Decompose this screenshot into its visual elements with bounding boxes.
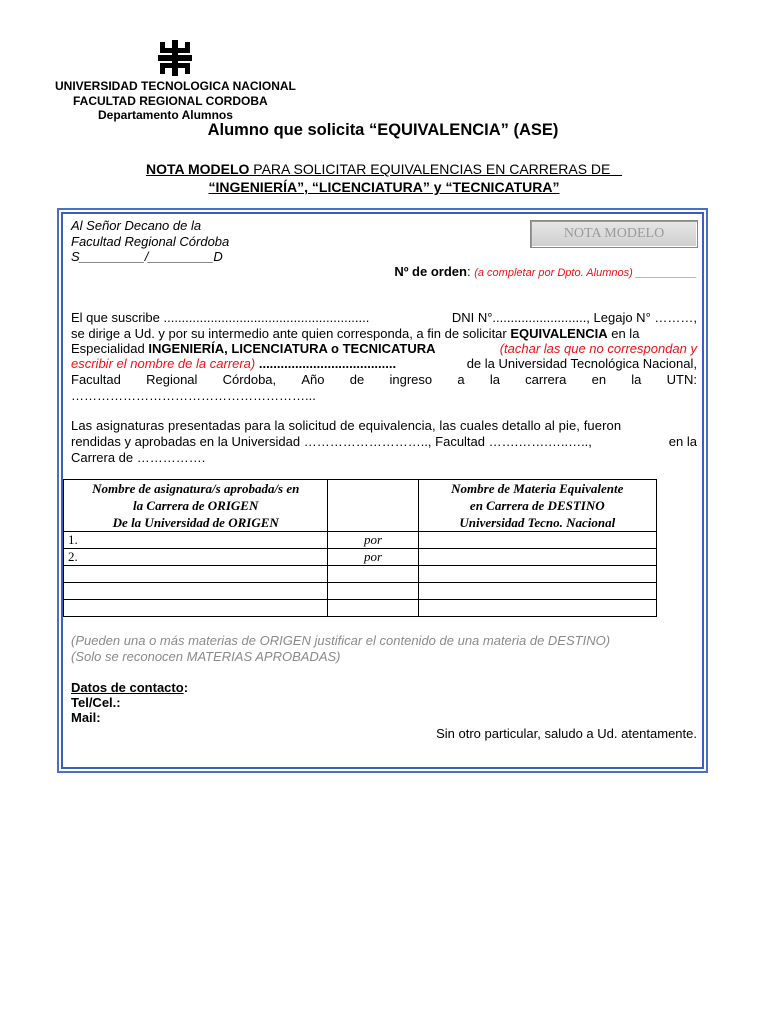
destination-cell[interactable] bbox=[418, 600, 656, 617]
addressee-line-2: Facultad Regional Córdoba bbox=[71, 234, 230, 249]
order-number bbox=[394, 264, 697, 279]
table-header-row bbox=[64, 480, 657, 532]
page-title: Alumno que solicita “EQUIVALENCIA” (ASE) bbox=[207, 121, 559, 139]
p1-word: Córdoba, bbox=[222, 372, 277, 387]
p1-line-3 bbox=[71, 341, 697, 357]
header-origin-line: De la Universidad de ORIGEN bbox=[112, 515, 279, 530]
addressee-line-3: S_________/_________D bbox=[71, 249, 223, 264]
por-cell bbox=[328, 566, 418, 583]
p2-line-1: Las asignaturas presentadas para la solicitud de equivalencia, las cuales detallo al pie, fueron bbox=[71, 418, 622, 433]
header-middle bbox=[328, 480, 418, 532]
p1-word: Regional bbox=[146, 372, 198, 387]
header-origin-line: la Carrera de ORIGEN bbox=[133, 498, 259, 513]
subtitle-line-1 bbox=[0, 161, 768, 177]
p1-word: de bbox=[349, 372, 365, 387]
subtitle-bold: NOTA MODELO bbox=[145, 161, 250, 177]
faculty-name: FACULTAD REGIONAL CORDOBA bbox=[73, 94, 268, 108]
contact-heading-text: Datos de contacto bbox=[71, 680, 184, 695]
header-origin-line: Nombre de asignatura/s aprobada/s en bbox=[92, 481, 300, 496]
p1-line-4-b: ...................................... bbox=[255, 356, 397, 371]
header-destination-line: Nombre de Materia Equivalente bbox=[451, 481, 624, 496]
nota-modelo-stamp: NOTA MODELO bbox=[530, 220, 698, 248]
p1-line-3-c: (tachar las que no correspondan y bbox=[499, 341, 697, 356]
table-row bbox=[64, 600, 657, 617]
p1-line-6: ………………………………………………... bbox=[71, 388, 316, 403]
order-note: (a completar por Dpto. Alumnos) __________ bbox=[474, 267, 697, 279]
p1-line-3-b: INGENIERÍA, LICENCIATURA o TECNICATURA bbox=[148, 341, 436, 356]
p1-word: ingreso bbox=[389, 372, 433, 387]
header-destination-line: en Carrera de DESTINO bbox=[469, 498, 605, 513]
department-name: Departamento Alumnos bbox=[98, 108, 233, 122]
contact-tel: Tel/Cel.: bbox=[71, 695, 121, 710]
p2-line-2-b: en la bbox=[668, 434, 697, 449]
p1-line-2-c: en la bbox=[607, 326, 640, 341]
p2-line-3: Carrera de ……………. bbox=[71, 450, 206, 465]
destination-cell[interactable] bbox=[418, 566, 656, 583]
note-line-1: (Pueden una o más materias de ORIGEN justificar el contenido de una materia de DESTINO) bbox=[71, 633, 611, 648]
destination-cell[interactable] bbox=[418, 549, 656, 566]
p1-word: Año bbox=[301, 372, 325, 387]
destination-cell[interactable] bbox=[418, 583, 656, 600]
note-line-2: (Solo se reconocen MATERIAS APROBADAS) bbox=[71, 649, 341, 664]
origin-cell[interactable]: 2. bbox=[64, 549, 328, 566]
table-row bbox=[64, 583, 657, 600]
table-row bbox=[64, 566, 657, 583]
p1-line-2 bbox=[71, 326, 697, 342]
subtitle-line-2: “INGENIERÍA”, “LICENCIATURA” y “TECNICATURA” bbox=[208, 179, 560, 195]
utn-logo-icon bbox=[158, 40, 192, 76]
table-row bbox=[64, 549, 657, 566]
order-label: Nº de orden bbox=[394, 264, 467, 279]
p1-line-3-left bbox=[71, 341, 436, 357]
p1-line-2-b: EQUIVALENCIA bbox=[510, 326, 608, 341]
closing-line: Sin otro particular, saludo a Ud. atentamente. bbox=[436, 726, 697, 741]
origin-cell[interactable] bbox=[64, 566, 328, 583]
contact-heading-colon: : bbox=[183, 680, 189, 695]
contact-heading bbox=[71, 680, 188, 695]
p1-line-2-content bbox=[71, 326, 639, 342]
contact-mail: Mail: bbox=[71, 710, 101, 725]
p1-word: UTN: bbox=[666, 372, 697, 387]
por-cell bbox=[328, 600, 418, 617]
p1-line-2-a: se dirige a Ud. y por su intermedio ante quien corresponda, a fin de solicitar bbox=[71, 326, 511, 341]
p1-line-1-a: El que suscribe ......................................................... bbox=[71, 310, 370, 325]
p1-word: la bbox=[489, 372, 500, 387]
por-cell: por bbox=[328, 549, 418, 566]
origin-cell[interactable]: 1. bbox=[64, 532, 328, 549]
header-destination bbox=[418, 480, 656, 532]
p2-line-2 bbox=[71, 434, 697, 450]
p1-word: en bbox=[591, 372, 607, 387]
p1-word: la bbox=[631, 372, 642, 387]
header-origin bbox=[64, 480, 328, 532]
p1-line-4 bbox=[71, 356, 697, 372]
p1-line-5 bbox=[71, 372, 697, 388]
p1-line-4-a: escribir el nombre de la carrera) bbox=[71, 356, 256, 371]
table-row bbox=[64, 532, 657, 549]
por-cell bbox=[328, 583, 418, 600]
origin-cell[interactable] bbox=[64, 583, 328, 600]
order-colon: : bbox=[466, 264, 471, 279]
p1-line-1 bbox=[71, 310, 697, 326]
equivalence-table bbox=[63, 479, 657, 617]
destination-cell[interactable] bbox=[418, 532, 656, 549]
addressee-line-1: Al Señor Decano de la bbox=[71, 218, 202, 233]
p2-line-2-a: rendidas y aprobadas en la Universidad ……………………….., Facultad …….…….…..….., bbox=[71, 434, 592, 449]
por-cell: por bbox=[328, 532, 418, 549]
p1-word: carrera bbox=[525, 372, 567, 387]
p1-line-3-a: Especialidad bbox=[71, 341, 149, 356]
p1-word: Facultad bbox=[71, 372, 121, 387]
header-destination-line: Universidad Tecno. Nacional bbox=[459, 515, 616, 530]
p1-line-1-b: DNI N°.........................., Legajo N° ………, bbox=[451, 310, 697, 325]
university-name: UNIVERSIDAD TECNOLOGICA NACIONAL bbox=[55, 79, 296, 93]
origin-cell[interactable] bbox=[64, 600, 328, 617]
p1-word: a bbox=[457, 372, 465, 387]
p1-line-4-c: de la Universidad Tecnológica Nacional, bbox=[466, 356, 697, 371]
subtitle-rest: PARA SOLICITAR EQUIVALENCIAS EN CARRERAS DE bbox=[249, 161, 623, 177]
p1-line-4-left bbox=[71, 356, 396, 372]
